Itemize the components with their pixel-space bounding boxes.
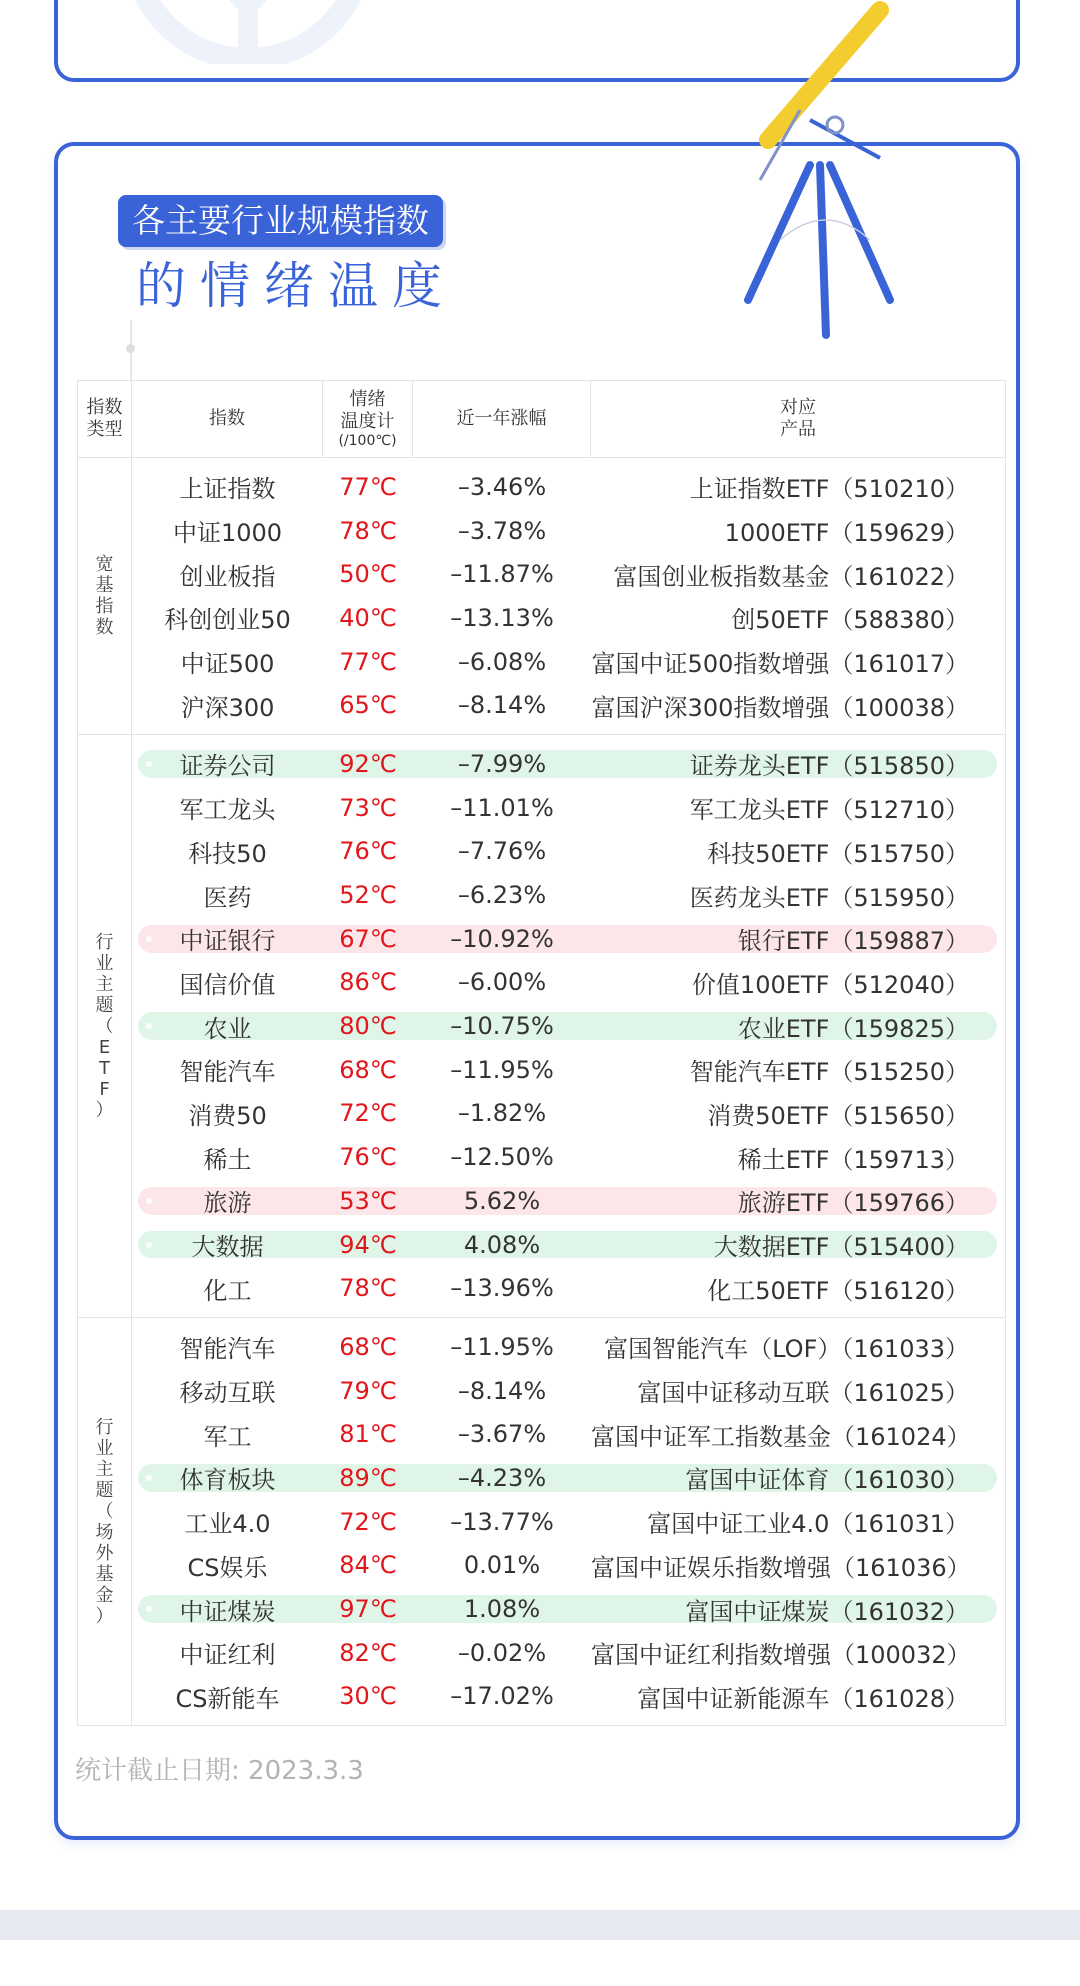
product-name: 富国智能汽车（LOF）（161033）	[604, 1335, 969, 1364]
group-rows-cell	[132, 1318, 1006, 1726]
category-char: 业	[95, 1437, 114, 1459]
temperature-value: 52℃	[339, 881, 397, 910]
change-value: –6.23%	[457, 881, 547, 910]
product-name: 银行ETF（159887）	[737, 927, 969, 956]
temperature-value: 80℃	[339, 1012, 397, 1041]
table-row	[132, 1369, 1005, 1413]
index-name: 农业	[203, 1014, 252, 1043]
product-name: 富国中证500指数增强（161017）	[591, 650, 969, 679]
product-name: 富国沪深300指数增强（100038）	[591, 693, 969, 722]
header-product-line: 对应	[780, 397, 816, 418]
category-label	[79, 932, 130, 1121]
index-name: 证券公司	[179, 752, 276, 781]
bottom-spacer	[0, 1940, 1080, 1986]
product-name: 消费50ETF（515650）	[707, 1101, 969, 1130]
title-badge: 各主要行业规模指数	[118, 195, 443, 247]
category-char: 主	[95, 1458, 114, 1480]
product-name: 上证指数ETF（510210）	[689, 475, 969, 504]
product-name: 富国创业板指数基金（161022）	[613, 562, 969, 591]
product-name: 医药龙头ETF（515950）	[689, 883, 969, 912]
table-row	[132, 1092, 1005, 1136]
temperature-value: 76℃	[339, 837, 397, 866]
temperature-value: 94℃	[339, 1230, 397, 1259]
change-value: –11.95%	[450, 1055, 554, 1084]
index-name: 中证银行	[179, 927, 276, 956]
category-char: 外	[95, 1542, 114, 1564]
category-char: ）	[95, 1605, 114, 1627]
category-cell	[78, 735, 132, 1318]
category-char: 题	[95, 1479, 114, 1501]
table-row	[132, 1266, 1005, 1310]
temperature-value: 72℃	[339, 1507, 397, 1536]
category-char: 金	[95, 1584, 114, 1606]
header-change: 近一年涨幅	[413, 381, 591, 458]
index-name: 科创创业50	[164, 606, 291, 635]
table-row	[132, 742, 1005, 786]
temperature-value: 53℃	[339, 1186, 397, 1215]
category-char: 业	[95, 952, 114, 974]
change-value: –7.76%	[457, 837, 547, 866]
change-value: –12.50%	[450, 1143, 554, 1172]
table-row	[132, 465, 1005, 509]
table-row	[132, 917, 1005, 961]
temperature-value: 82℃	[339, 1638, 397, 1667]
change-value: –6.00%	[457, 968, 547, 997]
temperature-value: 79℃	[339, 1376, 397, 1405]
product-name: 智能汽车ETF（515250）	[689, 1058, 969, 1087]
product-name: 证券龙头ETF（515850）	[689, 752, 969, 781]
index-name: 智能汽车	[179, 1335, 276, 1364]
index-name: CS新能车	[175, 1684, 280, 1713]
category-cell	[78, 1318, 132, 1726]
product-name: 富国中证红利指数增强（100032）	[591, 1641, 971, 1670]
table-row	[132, 552, 1005, 596]
index-name: 军工	[203, 1422, 252, 1451]
index-name: 旅游	[203, 1189, 252, 1218]
change-value: –0.02%	[457, 1638, 547, 1667]
temperature-value: 76℃	[339, 1143, 397, 1172]
temperature-value: 92℃	[339, 749, 397, 778]
category-char: 基	[95, 1563, 114, 1585]
temperature-value: 68℃	[339, 1332, 397, 1361]
category-label	[79, 554, 130, 638]
temperature-value: 72℃	[339, 1099, 397, 1128]
index-name: 大数据	[191, 1233, 264, 1262]
product-name: 军工龙头ETF（512710）	[689, 796, 969, 825]
product-name: 价值100ETF（512040）	[691, 970, 969, 999]
category-char: 主	[95, 973, 114, 995]
product-name: 1000ETF（159629）	[724, 519, 969, 548]
table-row	[132, 1223, 1005, 1267]
change-value: –1.82%	[457, 1099, 547, 1128]
product-name: 富国中证娱乐指数增强（161036）	[591, 1553, 971, 1582]
index-name: 医药	[203, 883, 252, 912]
temperature-value: 67℃	[339, 924, 397, 953]
category-char: 题	[95, 994, 114, 1016]
category-char: 数	[95, 617, 114, 639]
category-char: 指	[95, 596, 114, 618]
temperature-value: 77℃	[339, 647, 397, 676]
table-row	[132, 1544, 1005, 1588]
table-row	[132, 1500, 1005, 1544]
index-name: 上证指数	[179, 475, 276, 504]
index-name: 中证煤炭	[179, 1597, 276, 1626]
change-value: –17.02%	[450, 1682, 554, 1711]
change-value: –10.75%	[450, 1012, 554, 1041]
index-name: 工业4.0	[184, 1510, 271, 1539]
change-value: –13.96%	[450, 1274, 554, 1303]
table-row	[132, 1587, 1005, 1631]
temperature-value: 84℃	[339, 1551, 397, 1580]
table-row	[132, 1675, 1005, 1719]
table-row	[132, 1325, 1005, 1369]
header-temp-line: 情绪	[349, 389, 386, 410]
category-char: T	[99, 1057, 110, 1079]
change-value: –13.13%	[450, 603, 554, 632]
index-name: 中证1000	[172, 519, 283, 548]
footer-date-note: 统计截止日期: 2023.3.3	[75, 1756, 364, 1786]
change-value: –7.99%	[457, 749, 547, 778]
temperature-value: 30℃	[339, 1682, 397, 1711]
index-name: 移动互联	[179, 1379, 276, 1408]
table-header-row	[78, 381, 1006, 458]
index-name: 智能汽车	[179, 1058, 276, 1087]
category-label	[79, 1417, 130, 1627]
index-name: CS娱乐	[187, 1553, 268, 1582]
category-char: 行	[95, 931, 114, 953]
category-char: ）	[95, 1099, 114, 1121]
table-row	[132, 596, 1005, 640]
temperature-value: 73℃	[339, 793, 397, 822]
change-value: 5.62%	[463, 1186, 541, 1215]
change-value: 0.01%	[463, 1551, 541, 1580]
decorative-dot	[126, 344, 135, 353]
index-name: 化工	[203, 1276, 252, 1305]
product-name: 富国中证新能源车（161028）	[637, 1684, 969, 1713]
header-temp-line: 温度计	[340, 411, 395, 432]
group-rows-cell	[132, 735, 1006, 1318]
header-category-line: 类型	[86, 419, 123, 440]
index-name: 稀土	[203, 1145, 252, 1174]
temperature-value: 77℃	[339, 472, 397, 501]
index-name: 消费50	[188, 1101, 267, 1130]
product-name: 化工50ETF（516120）	[707, 1276, 969, 1305]
change-value: –6.08%	[457, 647, 547, 676]
table-group	[78, 735, 1006, 1318]
change-value: –3.78%	[457, 516, 547, 545]
temperature-value: 97℃	[339, 1595, 397, 1624]
change-value: 1.08%	[463, 1595, 541, 1624]
category-char: E	[98, 1036, 111, 1058]
watermark-logo-icon	[118, 0, 378, 64]
index-temperature-table	[77, 380, 1006, 1726]
product-name: 旅游ETF（159766）	[737, 1189, 969, 1218]
table-row	[132, 509, 1005, 553]
header-category-line: 指数	[86, 397, 123, 418]
product-name: 大数据ETF（515400）	[713, 1233, 969, 1262]
category-char: （	[95, 1015, 114, 1037]
table-row	[132, 640, 1005, 684]
product-name: 科技50ETF（515750）	[707, 839, 969, 868]
temperature-value: 50℃	[339, 560, 397, 589]
table-row	[132, 786, 1005, 830]
header-product-line: 产品	[780, 419, 816, 440]
index-name: 沪深300	[180, 693, 275, 722]
index-name: 创业板指	[179, 562, 276, 591]
temperature-value: 68℃	[339, 1055, 397, 1084]
group-rows-cell	[132, 458, 1006, 735]
index-name: 中证500	[180, 650, 275, 679]
header-category	[78, 381, 132, 458]
index-name: 军工龙头	[179, 796, 276, 825]
change-value: –8.14%	[457, 1376, 547, 1405]
header-index: 指数	[132, 381, 323, 458]
change-value: –10.92%	[450, 924, 554, 953]
product-name: 稀土ETF（159713）	[737, 1145, 969, 1174]
change-value: –13.77%	[450, 1507, 554, 1536]
index-name: 国信价值	[179, 970, 276, 999]
change-value: 4.08%	[463, 1230, 541, 1259]
temperature-value: 78℃	[339, 516, 397, 545]
product-name: 富国中证工业4.0（161031）	[647, 1510, 969, 1539]
temperature-value: 40℃	[339, 603, 397, 632]
category-char: 宽	[95, 554, 114, 576]
product-name: 富国中证煤炭（161032）	[685, 1597, 969, 1626]
product-name: 富国中证体育（161030）	[685, 1466, 969, 1495]
product-name: 富国中证军工指数基金（161024）	[591, 1422, 971, 1451]
change-value: –11.95%	[450, 1332, 554, 1361]
table-row	[132, 1135, 1005, 1179]
title-subtitle: 的情绪温度	[136, 257, 456, 315]
change-value: –3.67%	[457, 1420, 547, 1449]
table-row	[132, 1412, 1005, 1456]
table-group	[78, 1318, 1006, 1726]
category-char: 行	[95, 1416, 114, 1438]
change-value: –8.14%	[457, 691, 547, 720]
table-group	[78, 458, 1006, 735]
change-value: –11.01%	[450, 793, 554, 822]
table-row	[132, 1004, 1005, 1048]
category-cell	[78, 458, 132, 735]
table-row	[132, 1048, 1005, 1092]
header-product	[591, 381, 1006, 458]
header-temp-unit: (/100℃)	[338, 433, 397, 449]
change-value: –11.87%	[450, 560, 554, 589]
temperature-value: 89℃	[339, 1463, 397, 1492]
product-name: 创50ETF（588380）	[731, 606, 969, 635]
table-row	[132, 1631, 1005, 1675]
table-row	[132, 1456, 1005, 1500]
temperature-value: 65℃	[339, 691, 397, 720]
index-name: 体育板块	[179, 1466, 276, 1495]
table-row	[132, 683, 1005, 727]
index-name: 科技50	[188, 839, 267, 868]
change-value: –3.46%	[457, 472, 547, 501]
telescope-illustration-icon	[740, 0, 930, 350]
table-row	[132, 873, 1005, 917]
product-name: 富国中证移动互联（161025）	[637, 1379, 969, 1408]
category-char: 基	[95, 575, 114, 597]
header-temperature	[323, 381, 413, 458]
temperature-value: 86℃	[339, 968, 397, 997]
table-row	[132, 961, 1005, 1005]
change-value: –4.23%	[457, 1463, 547, 1492]
table-row	[132, 1179, 1005, 1223]
category-char: F	[99, 1078, 110, 1100]
temperature-value: 78℃	[339, 1274, 397, 1303]
table-row	[132, 830, 1005, 874]
product-name: 农业ETF（159825）	[737, 1014, 969, 1043]
temperature-value: 81℃	[339, 1420, 397, 1449]
index-name: 中证红利	[179, 1641, 276, 1670]
category-char: 场	[95, 1521, 114, 1543]
category-char: （	[95, 1500, 114, 1522]
